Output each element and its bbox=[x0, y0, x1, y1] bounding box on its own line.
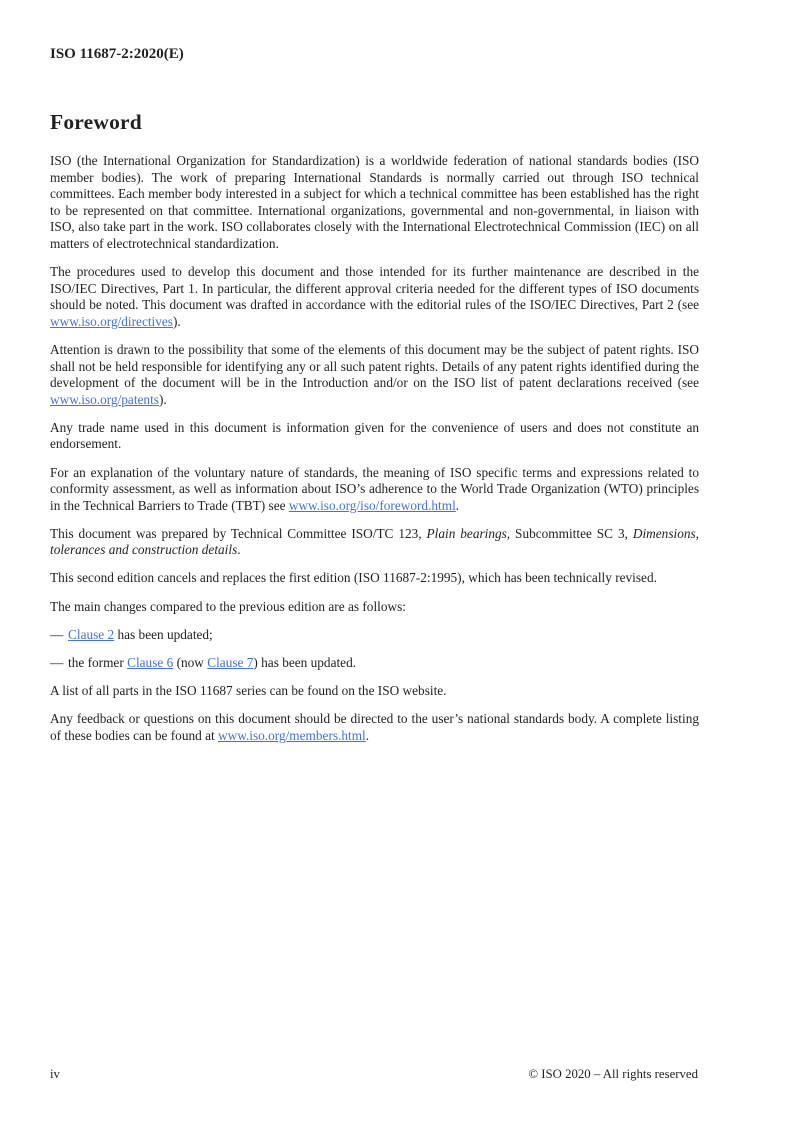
list-dash: — bbox=[50, 626, 64, 642]
text-run: ) has been updated. bbox=[253, 654, 357, 670]
text-run: The procedures used to develop this document and those intended for its further maintenance are described in the ISO/IEC Directives, Part 1. In particular, the different approval criteria needed for the different types of ISO documents should be noted. This document was drafted in accordance with the editorial rules of the ISO/IEC Directives, Part 2 (see bbox=[50, 264, 699, 313]
text-run: ). bbox=[172, 313, 181, 329]
text-run: This second edition cancels and replaces the first edition (ISO 11687-2:1995), which has been technically revised. bbox=[50, 570, 657, 586]
text-run: . bbox=[455, 497, 460, 513]
link-iso-members[interactable]: www.iso.org/members.html bbox=[218, 727, 366, 743]
text-run: Any trade name used in this document is information given for the convenience of users and does not constitute an endorsement. bbox=[50, 419, 699, 452]
paragraph bbox=[50, 711, 699, 744]
italic-text: Plain bearings, bbox=[426, 525, 511, 541]
list-item bbox=[50, 627, 699, 644]
running-header: ISO 11687-2:2020(E) bbox=[50, 46, 184, 62]
page-footer bbox=[50, 1066, 698, 1082]
foreword-body bbox=[50, 153, 699, 744]
text-run: the former bbox=[68, 654, 128, 670]
paragraph bbox=[50, 526, 699, 559]
link-iso-foreword[interactable]: www.iso.org/iso/foreword.html bbox=[288, 497, 456, 513]
page-title: Foreword bbox=[50, 110, 142, 134]
list-dash: — bbox=[50, 654, 64, 670]
text-run: A list of all parts in the ISO 11687 series can be found on the ISO website. bbox=[50, 682, 447, 698]
text-run: (now bbox=[173, 654, 208, 670]
paragraph bbox=[50, 420, 699, 453]
italic-text: Dimensions, tolerances and construction details bbox=[50, 525, 699, 558]
paragraph bbox=[50, 465, 699, 515]
text-run: has been updated; bbox=[114, 626, 213, 642]
text-run: The main changes compared to the previous edition are as follows: bbox=[50, 598, 406, 614]
text-run: Subcommittee SC 3, bbox=[510, 525, 633, 541]
list-item bbox=[50, 655, 699, 672]
paragraph bbox=[50, 570, 699, 587]
paragraph bbox=[50, 153, 699, 253]
link-clause-2[interactable]: Clause 2 bbox=[68, 626, 115, 642]
copyright-notice: © ISO 2020 – All rights reserved bbox=[528, 1067, 698, 1081]
text-run: For an explanation of the voluntary nature of standards, the meaning of ISO specific terms and expressions related to conformity assessment, as well as information about ISO’s adherence to the World Trade Organization (WTO) principles in the Technical Barriers to Trade (TBT) see bbox=[50, 464, 699, 513]
paragraph bbox=[50, 264, 699, 330]
page-number: iv bbox=[50, 1067, 60, 1081]
text-run: . bbox=[237, 542, 241, 558]
paragraph bbox=[50, 683, 699, 700]
paragraph bbox=[50, 599, 699, 616]
text-run: This document was prepared by Technical Committee ISO/TC 123, bbox=[50, 525, 427, 541]
link-clause-7[interactable]: Clause 7 bbox=[207, 654, 254, 670]
list-item-text bbox=[68, 655, 699, 672]
link-iso-directives[interactable]: www.iso.org/directives bbox=[50, 313, 173, 329]
link-clause-6[interactable]: Clause 6 bbox=[127, 654, 174, 670]
link-iso-patents[interactable]: www.iso.org/patents bbox=[50, 391, 159, 407]
text-run: ISO (the International Organization for Standardization) is a worldwide federation of national standards bodies (ISO member bodies). The work of preparing International Standards is normally carried out through ISO technical committees. Each member body interested in a subject for which a technical committee has been established has the right to be represented on that committee. International organizations, governmental and non-governmental, in liaison with ISO, also take part in the work. ISO collaborates closely with the International Electrotechnical Commission (IEC) on all matters of electrotechnical standardization. bbox=[50, 153, 699, 251]
text-run: Any feedback or questions on this document should be directed to the user’s national standards body. A complete listing of these bodies can be found at bbox=[50, 710, 699, 743]
text-run: . bbox=[365, 727, 370, 743]
list-item-text bbox=[68, 627, 699, 644]
text-run: Attention is drawn to the possibility that some of the elements of this document may be the subject of patent rights. ISO shall not be held responsible for identifying any or all such patent rights. Details of any patent rights identified during the development of the document will be in the Introduction and/or on the ISO list of patent declarations received (see bbox=[50, 341, 699, 391]
paragraph bbox=[50, 342, 699, 408]
text-run: ). bbox=[158, 391, 167, 407]
